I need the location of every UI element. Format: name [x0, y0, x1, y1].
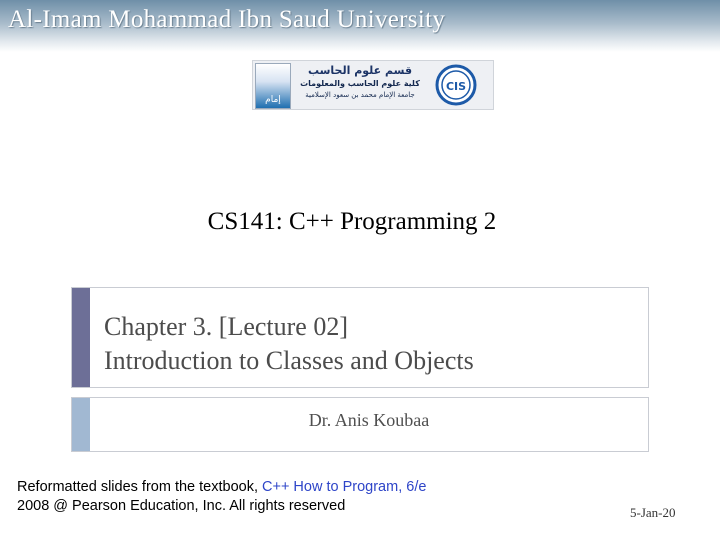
author-box	[71, 397, 649, 452]
department-logo	[252, 60, 494, 110]
chapter-line-1: Chapter 3. [Lecture 02]	[104, 312, 349, 341]
arabic-line-1: قسم علوم الحاسب	[307, 64, 413, 77]
copyright-line: 2008 @ Pearson Education, Inc. All rights reserved	[17, 498, 346, 514]
seal-lettering: إمام	[265, 95, 281, 105]
chapter-accent-bar	[72, 288, 90, 387]
chapter-title	[104, 310, 474, 378]
university-title: Al-Imam Mohammad Ibn Saud University	[8, 6, 446, 33]
slide-date: 5-Jan-20	[630, 505, 676, 520]
cis-logo-icon	[435, 64, 477, 106]
textbook-footnote	[17, 478, 426, 516]
arabic-line-3: جامعة الإمام محمد بن سعود الإسلامية	[305, 91, 415, 99]
chapter-title-box	[71, 287, 649, 388]
footnote-line-1	[17, 478, 426, 497]
chapter-line-2: Introduction to Classes and Objects	[104, 346, 474, 375]
university-seal-logo	[255, 63, 291, 109]
arabic-line-2: كلية علوم الحاسب والمعلومات	[300, 79, 420, 88]
footnote-prefix: Reformatted slides from the textbook,	[17, 479, 262, 495]
author-name: Dr. Anis Koubaa	[308, 410, 430, 430]
author-accent-bar	[72, 398, 90, 451]
department-name-arabic	[295, 64, 425, 101]
cis-logo-text: CIS	[445, 80, 467, 93]
course-title: CS141: C++ Programming 2	[207, 208, 497, 235]
textbook-title-link[interactable]: C++ How to Program, 6/e	[262, 479, 427, 495]
university-banner	[0, 0, 720, 52]
